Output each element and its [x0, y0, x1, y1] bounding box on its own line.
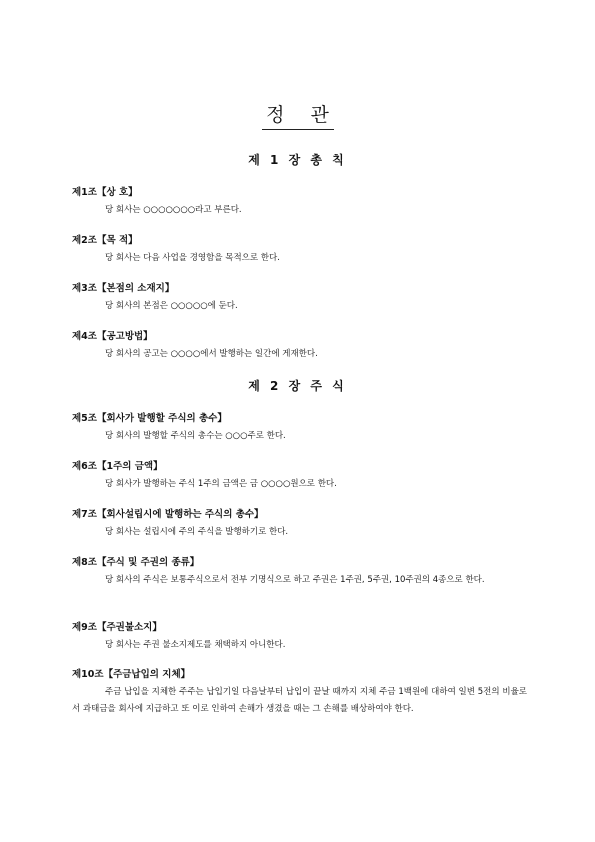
title-underline — [262, 129, 334, 130]
article-10 — [72, 669, 527, 718]
article-heading: 제3조【본점의 소재지】 — [72, 283, 175, 294]
article-heading: 제8조【주식 및 주권의 종류】 — [72, 557, 200, 568]
article-body: 당 회사는 설립시에 주의 주식을 발행하기로 한다. — [105, 527, 289, 537]
article-2 — [72, 235, 527, 267]
article-1 — [72, 187, 527, 219]
article-body: 당 회사의 발행할 주식의 총수는 ○○○주로 한다. — [105, 431, 286, 441]
article-heading: 제5조【회사가 발행할 주식의 총수】 — [72, 413, 227, 424]
article-heading: 제7조【회사설립시에 발행하는 주식의 총수】 — [72, 509, 264, 520]
article-3 — [72, 283, 527, 315]
chapter-1-heading: 제 1 장 총 칙 — [248, 153, 347, 167]
article-body: 당 회사의 공고는 ○○○○에서 발행하는 일간에 게재한다. — [105, 349, 318, 359]
article-4 — [72, 331, 527, 363]
article-body: 당 회사의 주식은 보통주식으로서 전부 기명식으로 하고 주권은 1주권, 5주권, 10주권의 4종으로 한다. — [105, 575, 485, 585]
article-body: 주금 납입을 지체한 주주는 납입기일 다음날부터 납입이 끝날 때까지 지체 주금 1백원에 대하여 일변 5전의 비율로서 과태금을 회사에 지급하고 또 이로 인하여 손해가 생겼을 때는 그 손해를 배상하여야 한다. — [72, 687, 527, 714]
article-heading: 제4조【공고방법】 — [72, 331, 153, 342]
article-6 — [72, 461, 527, 493]
article-heading: 제10조【주금납입의 지체】 — [72, 669, 191, 680]
article-heading: 제2조【목 적】 — [72, 235, 138, 246]
article-heading: 제1조【상 호】 — [72, 187, 138, 198]
article-7 — [72, 509, 527, 541]
document-title: 정 관 — [266, 104, 339, 126]
article-9 — [72, 622, 527, 654]
article-body: 당 회사는 주권 불소지제도를 채택하지 아니한다. — [105, 640, 286, 650]
article-5 — [72, 413, 527, 445]
article-heading: 제6조【1주의 금액】 — [72, 461, 163, 472]
article-heading: 제9조【주권불소지】 — [72, 622, 162, 633]
article-body: 당 회사가 발행하는 주식 1주의 금액은 금 ○○○○원으로 한다. — [105, 479, 337, 489]
article-body: 당 회사는 ○○○○○○○라고 부른다. — [105, 205, 242, 215]
chapter-2-heading: 제 2 장 주 식 — [248, 379, 347, 393]
article-body: 당 회사의 본점은 ○○○○○에 둔다. — [105, 301, 238, 311]
article-body: 당 회사는 다음 사업을 경영함을 목적으로 한다. — [105, 253, 280, 263]
article-8 — [72, 557, 527, 589]
